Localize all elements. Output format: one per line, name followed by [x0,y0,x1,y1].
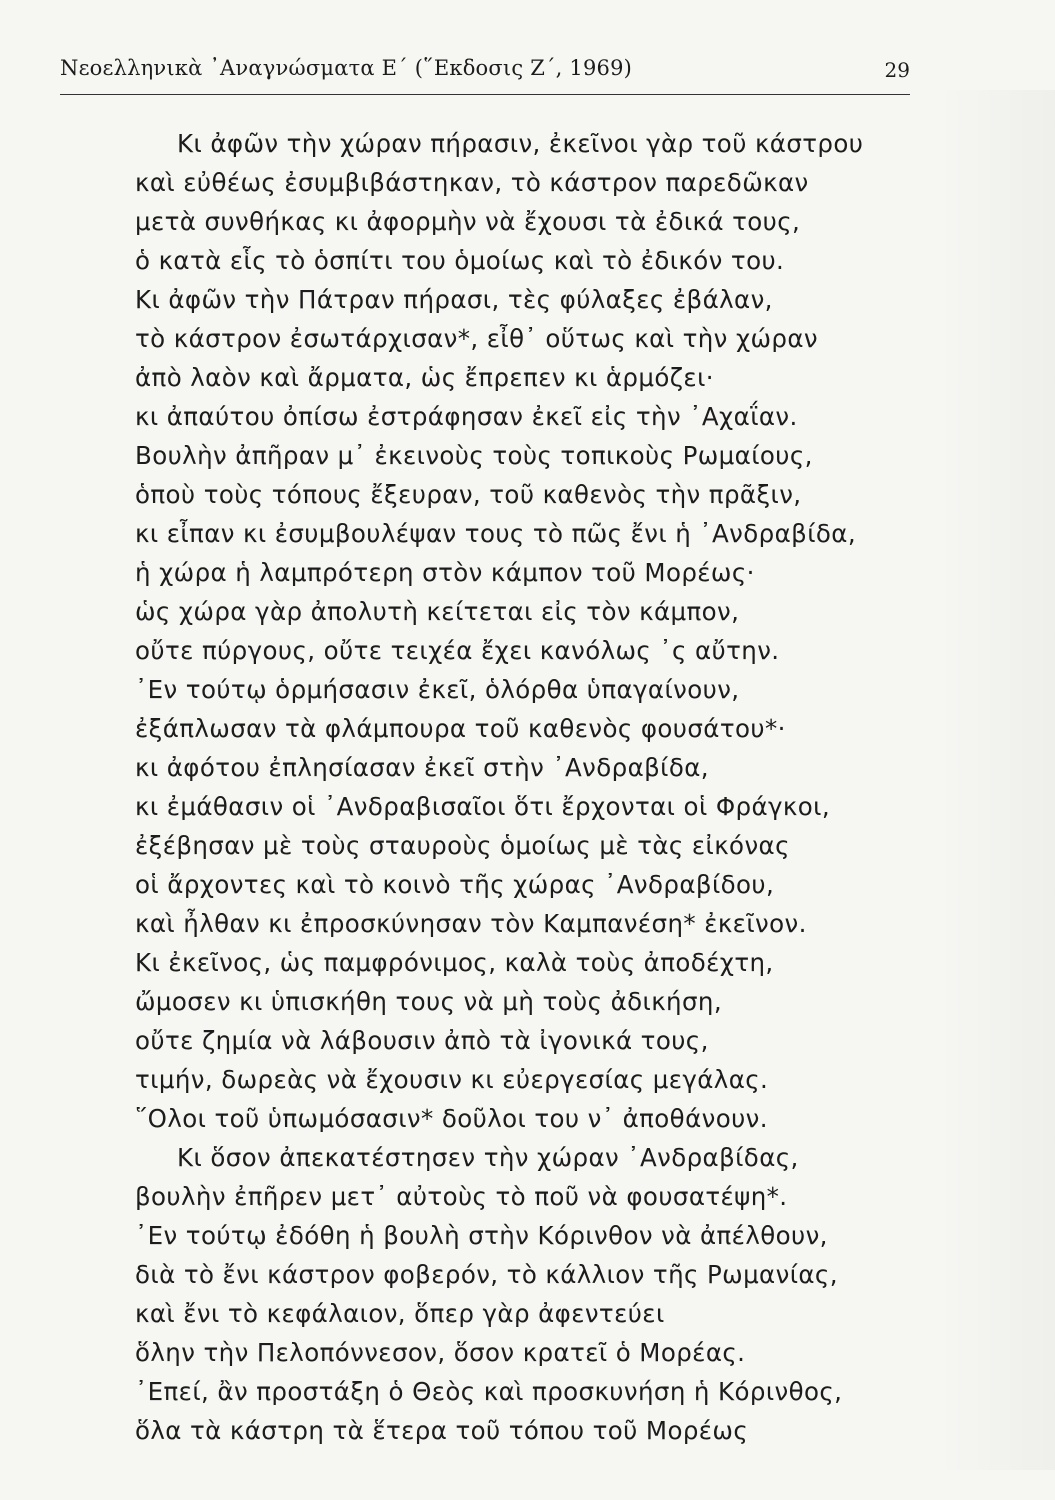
verse-line: ὅλην τὴν Πελοπόννεσον, ὅσον κρατεῖ ὁ Μορέας. [135,1338,746,1367]
verse-line: ᾿Επεί, ἂν προστάξη ὁ Θεὸς καὶ προσκυνήση ἡ Κόρινθος, [135,1377,843,1406]
header-title: Νεοελληνικὰ ᾿Αναγνώσματα Ε΄ (῞Εκδοσις Ζ΄, 1969) [60,56,633,80]
verse-line: ὅλα τὰ κάστρη τὰ ἕτερα τοῦ τόπου τοῦ Μορέως [135,1416,749,1445]
verse-line: τὸ κάστρον ἐσωτάρχισαν*, εἶθ᾿ οὕτως καὶ τὴν χώραν [135,324,819,353]
page-number: 29 [884,58,910,82]
verse-line: κι ἀφότου ἐπλησίασαν ἐκεῖ στὴν ᾿Ανδραβίδα, [135,753,709,782]
verse-line: Κι ἐκεῖνος, ὡς παμφρόνιμος, καλὰ τοὺς ἀποδέχτη, [135,948,774,977]
verse-line: ἐξέβησαν μὲ τοὺς σταυροὺς ὁμοίως μὲ τὰς εἰκόνας [135,831,790,860]
verse-line: κι ἐμάθασιν οἱ ᾿Ανδραβισαῖοι ὅτι ἔρχονται οἱ Φράγκοι, [135,792,831,821]
verse-line: ὁ κατὰ εἷς τὸ ὁσπίτι του ὁμοίως καὶ τὸ ἐδικόν του. [135,246,785,275]
verse-line: καὶ ἦλθαν κι ἐπροσκύνησαν τὸν Καμπανέση* ἐκεῖνον. [135,909,807,938]
verse-line: διὰ τὸ ἔνι κάστρον φοβερόν, τὸ κάλλιον τῆς Ρωμανίας, [135,1260,838,1289]
verse-line: οὔτε ζημία νὰ λάβουσιν ἀπὸ τὰ ἰγονικά τους, [135,1026,709,1055]
verse-line: μετὰ συνθήκας κι ἀφορμὴν νὰ ἔχουσι τὰ ἐδικά τους, [135,207,801,236]
verse-line: ᾿Εν τούτῳ ὁρμήσασιν ἐκεῖ, ὁλόρθα ὑπαγαίνουν, [135,675,740,704]
verse-line: ὡς χώρα γὰρ ἀπολυτὴ κείτεται εἰς τὸν κάμπον, [135,597,740,626]
verse-line: τιμήν, δωρεὰς νὰ ἔχουσιν κι εὐεργεσίας μεγάλας. [135,1065,769,1094]
verse-line: ἀπὸ λαὸν καὶ ἄρματα, ὡς ἔπρεπεν κι ἁρμόζει· [135,363,714,392]
verse-line: κι εἶπαν κι ἐσυμβουλέψαν τους τὸ πῶς ἔνι ἡ ᾿Ανδραβίδα, [135,519,857,548]
running-header [60,56,910,96]
verse-line: ὁποὺ τοὺς τόπους ἔξευραν, τοῦ καθενὸς τὴν πρᾶξιν, [135,480,802,509]
verse-line: ἡ χώρα ἡ λαμπρότερη στὸν κάμπον τοῦ Μορέως· [135,558,755,587]
show-through-shadow [935,90,1055,1470]
verse-line: κι ἀπαύτου ὀπίσω ἐστράφησαν ἐκεῖ εἰς τὴν ᾿Αχαΐαν. [135,402,798,431]
header-rule [60,94,910,95]
verse-line: Βουλὴν ἀπῆραν μ᾿ ἐκεινοὺς τοὺς τοπικοὺς Ρωμαίους, [135,441,813,470]
verse-line: Κι ἀφῶν τὴν χώραν πήρασιν, ἐκεῖνοι γὰρ τοῦ κάστρου [177,129,864,158]
verse-line: καὶ ἔνι τὸ κεφάλαιον, ὅπερ γὰρ ἀφεντεύει [135,1299,665,1328]
verse-line: ἐξάπλωσαν τὰ φλάμπουρα τοῦ καθενὸς φουσάτου*· [135,714,786,743]
verse-line: ὤμοσεν κι ὑπισκήθη τους νὰ μὴ τοὺς ἀδικήση, [135,987,723,1016]
verse-line: οὔτε πύργους, οὔτε τειχέα ἔχει κανόλως ᾿ς αὔτην. [135,636,780,665]
verse-line: οἱ ἄρχοντες καὶ τὸ κοινὸ τῆς χώρας ᾿Ανδραβίδου, [135,870,775,899]
verse-line: Κι ὅσον ἀπεκατέστησεν τὴν χώραν ᾿Ανδραβίδας, [177,1143,799,1172]
verse-line: βουλὴν ἐπῆρεν μετ᾿ αὐτοὺς τὸ ποῦ νὰ φουσατέψη*. [135,1182,788,1211]
verse-line: Κι ἀφῶν τὴν Πάτραν πήρασι, τὲς φύλαξες ἐβάλαν, [135,285,773,314]
verse-line: ῞Ολοι τοῦ ὑπωμόσασιν* δοῦλοι του ν᾿ ἀποθάνουν. [135,1104,768,1133]
verse-line: καὶ εὐθέως ἐσυμβιβάστηκαν, τὸ κάστρον παρεδῶκαν [135,168,809,197]
verse-line: ᾿Εν τούτῳ ἐδόθη ἡ βουλὴ στὴν Κόρινθον νὰ ἀπέλθουν, [135,1221,828,1250]
